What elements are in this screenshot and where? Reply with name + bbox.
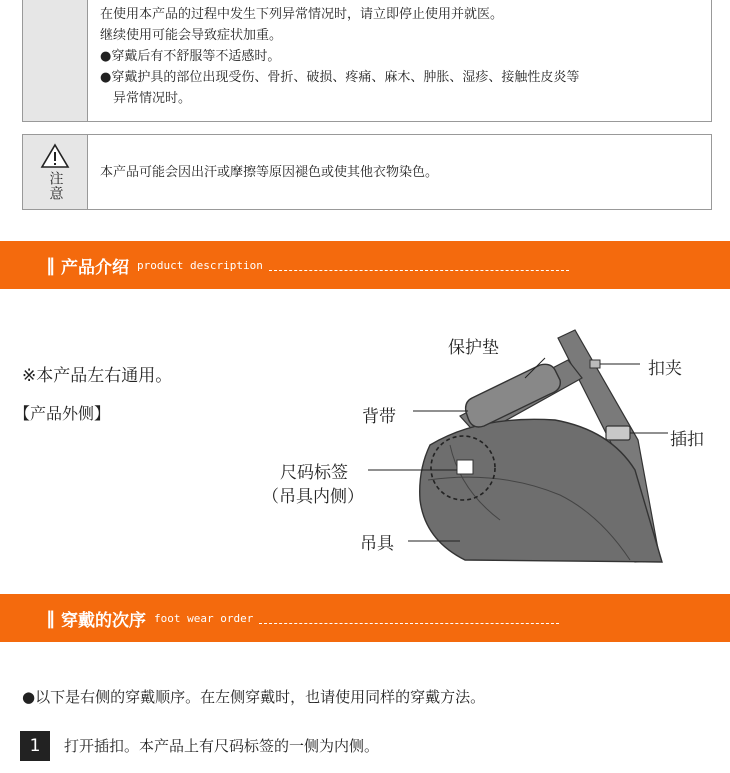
section-title: 穿戴的次序 xyxy=(61,610,146,631)
warning-text xyxy=(88,0,591,121)
label-clip: 扣夹 xyxy=(648,359,682,379)
step-text: 打开插扣。本产品上有尺码标签的一侧为内侧。 xyxy=(64,737,380,755)
warning-line: 继续使用可能会导致症状加重。 xyxy=(100,28,283,43)
section-mark: ‖ xyxy=(46,254,55,276)
section-header-wear-order xyxy=(0,594,730,642)
section-title: 产品介绍 xyxy=(61,257,129,278)
section-header-product xyxy=(0,241,730,289)
label-size-tag-note: （吊具内侧） xyxy=(262,487,364,507)
universal-note: ※本产品左右通用。 xyxy=(22,366,173,386)
section-subtitle: foot wear order xyxy=(154,611,254,625)
warning-box-side xyxy=(23,0,88,121)
warning-box xyxy=(22,0,712,122)
note-label: 注意 xyxy=(47,171,64,201)
order-intro: ●以下是右侧的穿戴顺序。在左侧穿戴时，也请使用同样的穿戴方法。 xyxy=(22,688,486,706)
step-number: 1 xyxy=(20,731,50,761)
warning-line: 在使用本产品的过程中发生下列异常情况时，请立即停止使用并就医。 xyxy=(100,7,504,22)
label-sling: 吊具 xyxy=(360,534,394,554)
outer-side-label: 【产品外侧】 xyxy=(14,404,111,423)
section-subtitle: product description xyxy=(137,258,263,272)
label-strap: 背带 xyxy=(362,407,396,427)
section-divider xyxy=(269,270,569,271)
label-pad: 保护垫 xyxy=(448,338,499,358)
label-buckle: 插扣 xyxy=(670,430,704,450)
warning-line: ●穿戴护具的部位出现受伤、骨折、破损、疼痛、麻木、肿胀、湿疹、接触性皮炎等 xyxy=(100,70,580,85)
label-size-tag: 尺码标签 xyxy=(280,463,348,483)
warning-line: ●穿戴后有不舒服等不适感时。 xyxy=(100,49,281,64)
section-mark: ‖ xyxy=(46,607,55,629)
note-text: 本产品可能会因出汗或摩擦等原因褪色或使其他衣物染色。 xyxy=(100,164,439,180)
note-side xyxy=(23,135,88,209)
section-divider xyxy=(259,623,559,624)
note-box xyxy=(22,134,712,210)
warning-triangle-icon xyxy=(40,143,70,169)
warning-line: 异常情况时。 xyxy=(100,91,192,106)
